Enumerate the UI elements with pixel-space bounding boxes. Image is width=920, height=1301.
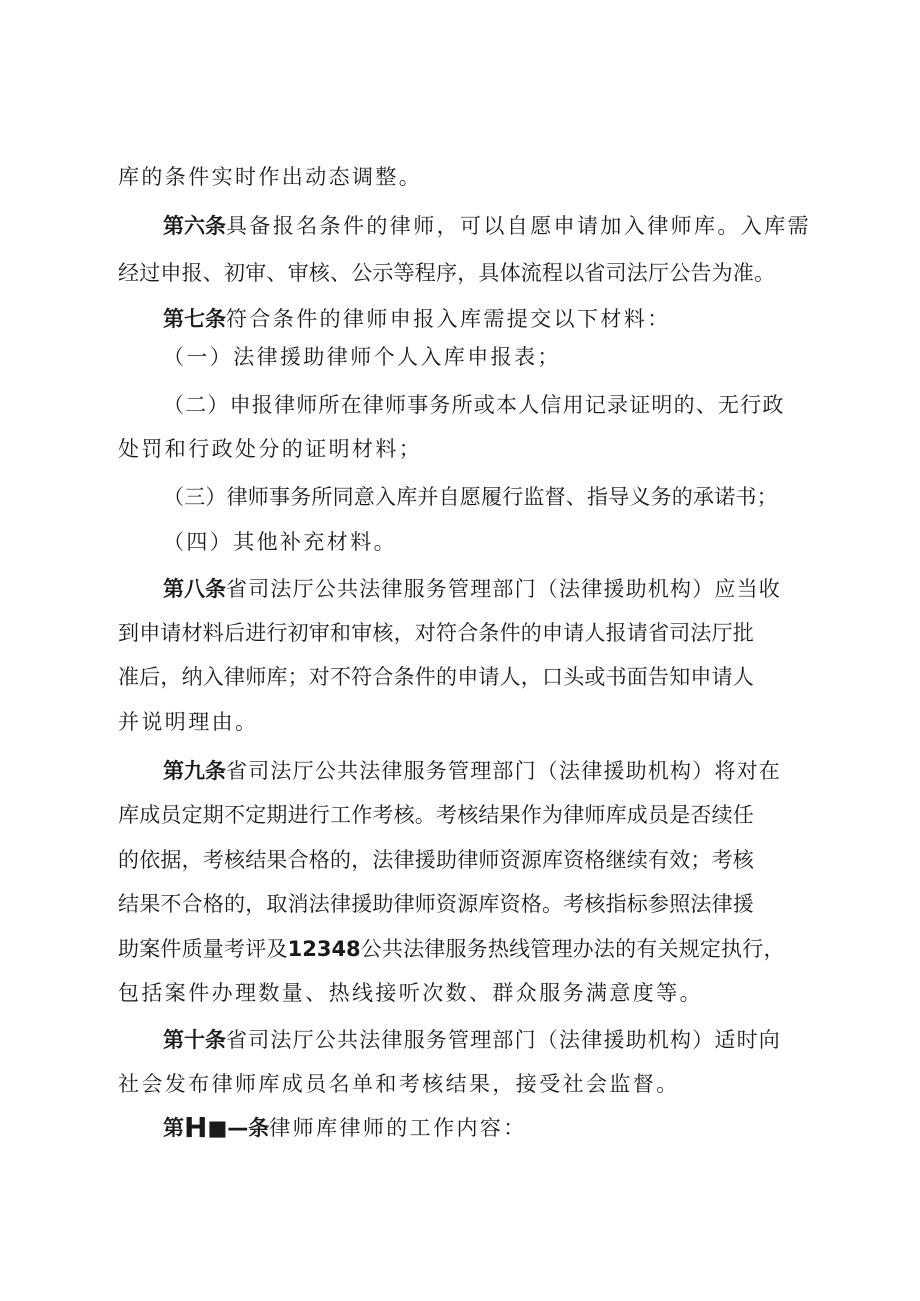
- body-text: （二）申报律师所在律师事务所或本人信用记录证明的、无行政: [163, 393, 785, 417]
- body-text: （三）律师事务所同意入库并自愿履行监督、指导义务的承诺书；: [163, 485, 778, 509]
- article-11-line-1: [163, 1113, 808, 1143]
- body-text: 结果不合格的，取消法律援助律师资源库资格。考核指标参照法律援: [118, 892, 754, 916]
- paragraph-line: [118, 162, 808, 192]
- body-text: 包括案件办理数量、热线接听次数、群众服务满意度等。: [118, 981, 703, 1005]
- body-text: 社会发布律师库成员名单和考核结果，接受社会监督。: [118, 1072, 680, 1096]
- body-text: 的依据，考核结果合格的，法律援助律师资源库资格继续有效；考核: [118, 848, 754, 872]
- article-heading: 第八条: [163, 577, 226, 601]
- body-text: 库成员定期不定期进行工作考核。考核结果作为律师库成员是否续任: [118, 803, 754, 827]
- body-text: 具备报名条件的律师，可以自愿申请加入律师库。入库需: [226, 214, 811, 238]
- list-item-3: [163, 482, 808, 512]
- list-item-1: [163, 342, 808, 372]
- body-text: （四）其他补充材料。: [163, 530, 397, 554]
- body-text: 并说明理由。: [118, 710, 259, 734]
- body-text: （一）法律援助律师个人入库申报表；: [163, 345, 561, 369]
- list-item-2-line-1: [163, 390, 808, 420]
- body-text: 经过申报、初审、审核、公示等程序，具体流程以省司法厅公告为准。: [118, 261, 776, 285]
- article-9-line-4: [118, 889, 808, 919]
- article-heading: 第九条: [163, 759, 226, 783]
- article-8-line-3: [118, 662, 808, 692]
- body-text: 准后，纳入律师库；对不符合条件的申请人，口头或书面告知申请人: [118, 665, 754, 689]
- article-heading-prefix: 第: [163, 1116, 184, 1140]
- hotline-number: 12348: [287, 937, 361, 961]
- body-text: 省司法厅公共法律服务管理部门（法律援助机构）应当收: [226, 577, 781, 601]
- article-9-line-2: [118, 800, 808, 830]
- list-item-2-line-2: [118, 434, 808, 464]
- article-7-line-1: [163, 304, 808, 334]
- article-8-line-2: [118, 618, 808, 648]
- article-heading-garbled: H: [184, 1111, 208, 1144]
- article-8-line-1: [163, 574, 808, 604]
- article-heading-suffix: ■—条: [207, 1116, 270, 1140]
- list-item-4: [163, 527, 808, 557]
- body-text: 处罚和行政处分的证明材料；: [118, 437, 423, 461]
- body-text: 省司法厅公共法律服务管理部门（法律援助机构）将对在: [226, 759, 781, 783]
- article-heading: 第十条: [163, 1028, 226, 1052]
- article-6-line-1: [163, 211, 811, 241]
- article-heading: 第六条: [163, 214, 226, 238]
- article-9-line-3: [118, 845, 808, 875]
- body-text: 省司法厅公共法律服务管理部门（法律援助机构）适时向: [226, 1028, 781, 1052]
- article-heading: 第七条: [163, 307, 226, 331]
- article-9-line-6: [118, 978, 808, 1008]
- body-text: 律师库律师的工作内容：: [269, 1116, 527, 1140]
- body-text: 符合条件的律师申报入库需提交以下材料：: [226, 307, 671, 331]
- article-9-line-1: [163, 756, 808, 786]
- article-10-line-1: [163, 1025, 808, 1055]
- article-8-line-4: [118, 707, 808, 737]
- body-text: 到申请材料后进行初审和审核，对符合条件的申请人报请省司法厅批: [118, 621, 754, 645]
- article-6-line-2: [118, 258, 808, 288]
- body-text: 助案件质量考评及: [118, 937, 288, 961]
- body-text: 公共法律服务热线管理办法的有关规定执行，: [360, 937, 785, 961]
- article-10-line-2: [118, 1069, 808, 1099]
- article-9-line-5: [118, 934, 808, 964]
- body-text: 库的条件实时作出动态调整。: [118, 165, 423, 189]
